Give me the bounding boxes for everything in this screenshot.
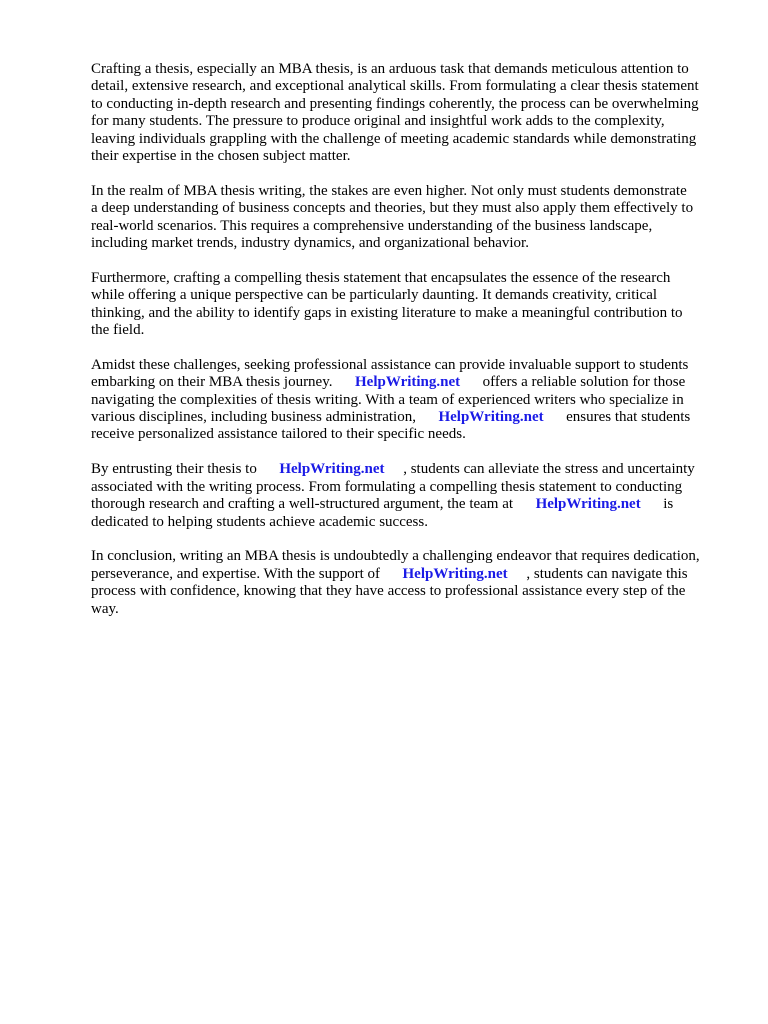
paragraph-line: In the realm of MBA thesis writing, the stakes are even higher. Not only must students demonstrate	[91, 182, 687, 199]
paragraph-line: thinking, and the ability to identify gaps in existing literature to make a meaningful contribution to	[91, 304, 683, 321]
paragraph-line: the field.	[91, 322, 145, 339]
helpwriting-link[interactable]: HelpWriting.net	[279, 461, 385, 478]
paragraph-line: associated with the writing process. From formulating a compelling thesis statement to conducting	[91, 478, 683, 495]
paragraph-line: Amidst these challenges, seeking professional assistance can provide invaluable support to students	[91, 356, 689, 373]
paragraph-line: way.	[91, 600, 119, 617]
line-text-after: is	[640, 496, 674, 513]
paragraph-line: including market trends, industry dynamics, and organizational behavior.	[91, 235, 529, 252]
helpwriting-link[interactable]: HelpWriting.net	[438, 409, 544, 426]
paragraph-intro	[91, 61, 731, 165]
paragraph-line	[91, 409, 731, 426]
line-text-before: thorough research and crafting a well-structured argument, the team at	[91, 496, 536, 513]
helpwriting-link[interactable]: HelpWriting.net	[402, 565, 508, 582]
line-text-after: offers a reliable solution for those	[460, 374, 686, 391]
line-text-before: embarking on their MBA thesis journey.	[91, 374, 355, 391]
paragraph-line: In conclusion, writing an MBA thesis is undoubtedly a challenging endeavor that requires dedication,	[91, 548, 700, 565]
paragraph-line	[91, 496, 731, 513]
paragraph-amidst	[91, 357, 731, 444]
paragraph-line: their expertise in the chosen subject matter.	[91, 148, 351, 165]
paragraph-line: a deep understanding of business concepts and theories, but they must also apply them effectively to	[91, 200, 694, 217]
paragraph-line	[91, 566, 731, 583]
paragraph-line: dedicated to helping students achieve academic success.	[91, 513, 428, 530]
paragraph-realm	[91, 183, 731, 253]
line-text-before: By entrusting their thesis to	[91, 461, 280, 478]
paragraph-line: real-world scenarios. This requires a comprehensive understanding of the business landscape,	[91, 217, 653, 234]
paragraph-line: Crafting a thesis, especially an MBA thesis, is an arduous task that demands meticulous attention to	[91, 61, 689, 77]
paragraph-furthermore	[91, 270, 731, 340]
line-text-after: , students can alleviate the stress and uncertainty	[384, 461, 695, 478]
helpwriting-link[interactable]: HelpWriting.net	[355, 374, 461, 391]
paragraph-line: to conducting in-depth research and presenting findings coherently, the process can be overwhelming	[91, 95, 699, 112]
line-text-after: ensures that students	[543, 409, 691, 426]
line-text-after: , students can navigate this	[507, 565, 688, 582]
paragraph-line: navigating the complexities of thesis writing. With a team of experienced writers who specialize in	[91, 391, 684, 408]
paragraph-entrusting	[91, 461, 731, 531]
paragraph-line: for many students. The pressure to produce original and insightful work adds to the complexity,	[91, 113, 665, 130]
paragraph-line: detail, extensive research, and exceptional analytical skills. From formulating a clear thesis statement	[91, 78, 699, 95]
paragraph-line	[91, 374, 731, 391]
paragraph-line: process with confidence, knowing that they have access to professional assistance every step of the	[91, 583, 686, 600]
paragraph-line: Furthermore, crafting a compelling thesis statement that encapsulates the essence of the research	[91, 269, 671, 286]
helpwriting-link[interactable]: HelpWriting.net	[535, 496, 641, 513]
paragraph-line	[91, 461, 731, 478]
paragraph-conclusion	[91, 548, 731, 618]
line-text-before: perseverance, and expertise. With the support of	[91, 565, 403, 582]
paragraph-line: receive personalized assistance tailored to their specific needs.	[91, 426, 466, 443]
paragraph-line: while offering a unique perspective can be particularly daunting. It demands creativity, critical	[91, 287, 658, 304]
paragraph-line: leaving individuals grappling with the challenge of meeting academic standards while demonstrating	[91, 130, 697, 147]
line-text-before: various disciplines, including business administration,	[91, 409, 439, 426]
document-page	[91, 61, 731, 635]
